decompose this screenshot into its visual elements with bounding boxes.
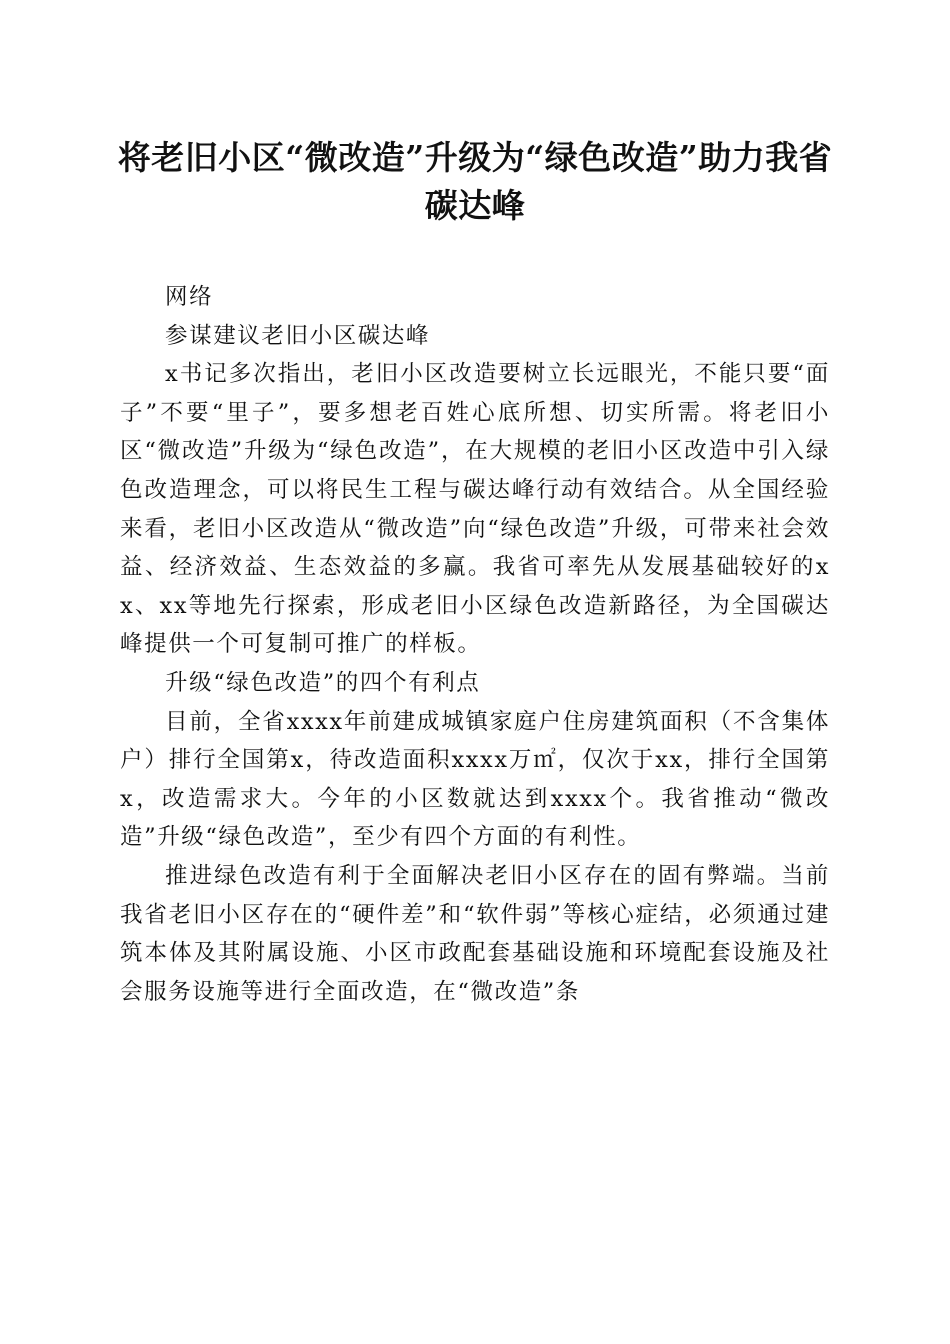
source-line: 网络	[165, 284, 214, 310]
paragraph-intro: x书记多次指出，老旧小区改造要树立长远眼光，不能只要“面子”不要“里子”，要多想老百姓心底所想、切实所需。将老旧小区“微改造”升级为“绿色改造”，在大规模的老旧小区改造中引入绿色改造理念，可以将民生工程与碳达峰行动有效结合。从全国经验来看，老旧小区改造从“微改造”向“绿色改造”升级，可带来社会效益、经济效益、生态效益的多赢。我省可率先从发展基础较好的xx、xx等地先行探索，形成老旧小区绿色改造新路径，为全国碳达峰提供一个可复制可推广的样板。	[120, 361, 830, 658]
paragraph-current-status: 目前，全省xxxx年前建成城镇家庭户住房建筑面积（不含集体户）排行全国第x，待改造面积xxxx万㎡，仅次于xx，排行全国第x，改造需求大。今年的小区数就达到xxxx个。我省推动“微改造”升级“绿色改造”，至少有四个方面的有利性。	[120, 708, 830, 851]
document-title: 将老旧小区“微改造”升级为“绿色改造”助力我省碳达峰	[117, 138, 833, 225]
section-heading: 升级“绿色改造”的四个有利点	[165, 669, 481, 696]
document-body	[120, 278, 830, 1011]
keywords-line: 参谋建议老旧小区碳达峰	[165, 322, 431, 349]
paragraph-advantage-one: 推进绿色改造有利于全面解决老旧小区存在的固有弊端。当前我省老旧小区存在的“硬件差”和“软件弱”等核心症结，必须通过建筑本体及其附属设施、小区市政配套基础设施和环境配套设施及社会服务设施等进行全面改造，在“微改造”条	[120, 862, 830, 1005]
